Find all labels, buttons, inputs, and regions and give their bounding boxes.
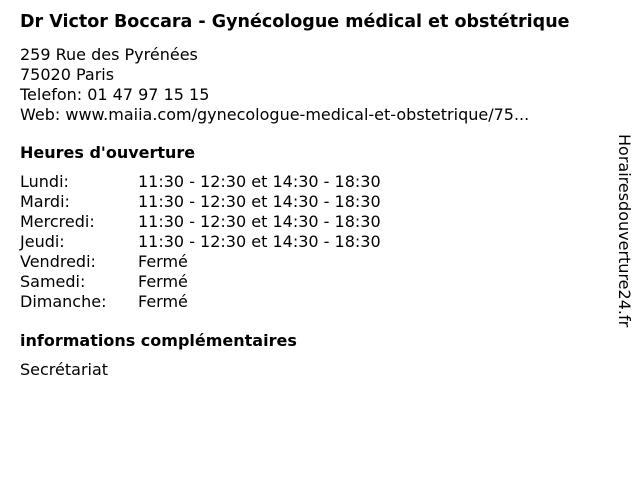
hours-heading: Heures d'ouverture	[20, 143, 196, 162]
day-hours: Fermé	[138, 272, 188, 291]
day-hours: 11:30 - 12:30 et 14:30 - 18:30	[138, 212, 381, 231]
day-label: Dimanche:	[20, 292, 107, 311]
site-watermark: Horairesdouverture24.fr	[615, 134, 634, 328]
day-hours: 11:30 - 12:30 et 14:30 - 18:30	[138, 192, 381, 211]
day-label: Vendredi:	[20, 252, 96, 271]
phone-line	[20, 85, 600, 105]
table-row	[20, 172, 381, 192]
address-block	[20, 45, 600, 125]
extra-info-text: Secrétariat	[20, 360, 109, 379]
table-row	[20, 252, 381, 272]
extra-info-heading: informations complémentaires	[20, 331, 297, 350]
web-label: Web:	[20, 105, 61, 124]
day-label: Samedi:	[20, 272, 86, 291]
day-label: Mercredi:	[20, 212, 95, 231]
table-row	[20, 192, 381, 212]
table-row	[20, 212, 381, 232]
day-hours: 11:30 - 12:30 et 14:30 - 18:30	[138, 232, 381, 251]
web-line	[20, 105, 600, 125]
table-row	[20, 232, 381, 252]
day-label: Mardi:	[20, 192, 70, 211]
day-hours: Fermé	[138, 252, 188, 271]
day-hours: Fermé	[138, 292, 188, 311]
day-label: Lundi:	[20, 172, 69, 191]
table-row	[20, 272, 381, 292]
phone-number[interactable]: 01 47 97 15 15	[87, 85, 210, 104]
page-title: Dr Victor Boccara - Gynécologue médical et obstétrique	[20, 12, 570, 32]
hours-table	[20, 172, 381, 312]
phone-label: Telefon:	[20, 85, 83, 104]
day-label: Jeudi:	[20, 232, 65, 251]
table-row	[20, 292, 381, 312]
listing	[20, 12, 600, 380]
day-hours: 11:30 - 12:30 et 14:30 - 18:30	[138, 172, 381, 191]
web-link[interactable]: www.maiia.com/gynecologue-medical-et-obstetrique/75...	[65, 105, 530, 124]
city: 75020 Paris	[20, 65, 115, 84]
street-address: 259 Rue des Pyrénées	[20, 45, 198, 64]
